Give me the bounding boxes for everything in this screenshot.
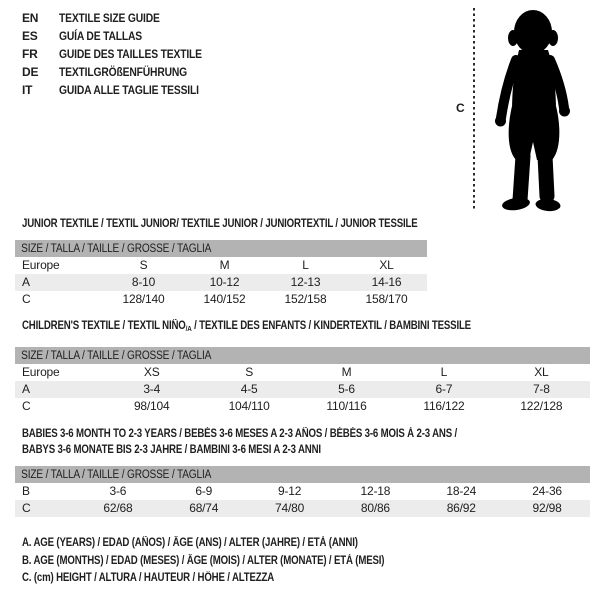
children-size-table xyxy=(15,347,590,415)
height-measure-label: C xyxy=(456,101,465,115)
table-row xyxy=(15,257,427,274)
size-cell: L xyxy=(302,258,309,272)
size-cell: 6-9 xyxy=(195,484,213,498)
language-code: DE xyxy=(22,65,39,79)
language-code: EN xyxy=(22,11,39,25)
size-cell: 68/74 xyxy=(189,501,219,515)
size-cell: 4-5 xyxy=(240,382,258,396)
size-cell: 86/92 xyxy=(446,501,476,515)
size-cell: S xyxy=(245,365,254,379)
size-cell: 110/116 xyxy=(326,399,367,413)
babies-size-table xyxy=(15,466,590,517)
size-cell: L xyxy=(440,365,448,379)
size-cell: 122/128 xyxy=(520,399,563,413)
size-cell: 140/152 xyxy=(203,292,246,306)
list-item xyxy=(22,63,225,81)
table-title-babies xyxy=(22,426,457,458)
size-cell: S xyxy=(139,258,148,272)
size-cell: 128/140 xyxy=(122,292,165,306)
list-item xyxy=(22,9,225,27)
table-row xyxy=(15,483,590,500)
size-header-text: SIZE / TALLA / TAILLE / GRÖSSE / TAGLIA xyxy=(21,350,212,362)
size-header-bar xyxy=(15,466,590,483)
list-item xyxy=(22,27,225,45)
size-cell: XS xyxy=(143,365,160,379)
size-header-text: SIZE / TALLA / TAILLE / GRÖSSE / TAGLIA xyxy=(21,469,212,481)
row-label: Europe xyxy=(22,258,60,272)
guide-title: GUIDA ALLE TAGLIE TESSILI xyxy=(59,83,199,97)
table-title-children xyxy=(22,318,471,337)
table-row xyxy=(15,500,590,517)
language-code: ES xyxy=(22,29,38,43)
size-cell: 80/86 xyxy=(360,501,390,515)
size-cell: 24-36 xyxy=(532,484,562,498)
guide-title: TEXTILE SIZE GUIDE xyxy=(59,11,160,25)
title-subscript: /A xyxy=(185,324,192,333)
size-cell: 74/80 xyxy=(275,501,305,515)
size-cell: 104/110 xyxy=(228,399,270,413)
size-cell: 12-13 xyxy=(290,275,321,289)
size-cell: 5-6 xyxy=(338,382,355,396)
size-cell: 92/98 xyxy=(532,501,562,515)
table-row xyxy=(15,291,427,308)
size-cell: M xyxy=(341,365,352,379)
size-cell: 7-8 xyxy=(532,382,550,396)
height-measure-dotted-line xyxy=(473,8,475,211)
title-line-2: BABYS 3-6 MONATE BIS 2-3 JAHRE / BAMBINI 3-6 MESI A 2-3 ANNI xyxy=(22,444,321,456)
size-cell: XL xyxy=(534,365,549,379)
size-cell: 10-12 xyxy=(209,275,240,289)
guide-title: GUÍA DE TALLAS xyxy=(59,29,143,43)
table-row xyxy=(15,381,590,398)
toddler-silhouette-icon xyxy=(486,6,582,214)
size-cell: 18-24 xyxy=(446,484,477,498)
table-row xyxy=(15,274,427,291)
size-cell: 116/122 xyxy=(423,399,465,413)
list-item xyxy=(22,45,225,63)
size-cell: 12-18 xyxy=(360,484,391,498)
size-cell: 6-7 xyxy=(435,382,453,396)
size-cell: 8-10 xyxy=(131,275,156,289)
row-label: C xyxy=(22,501,31,515)
row-label: C xyxy=(22,399,31,413)
size-header-bar xyxy=(15,240,427,257)
size-cell: 3-6 xyxy=(109,484,127,498)
size-header-bar xyxy=(15,347,590,364)
row-label: A xyxy=(22,382,30,396)
size-cell: 62/68 xyxy=(103,501,133,515)
junior-size-table xyxy=(15,240,427,308)
language-title-list xyxy=(22,9,225,99)
title-text: / TEXTILE DES ENFANTS / KINDERTEXTIL / BAMBINI TESSILE xyxy=(191,320,471,332)
language-code: FR xyxy=(22,47,38,61)
legend-notes xyxy=(22,535,453,588)
language-code: IT xyxy=(22,83,33,97)
size-cell: 98/104 xyxy=(133,399,170,413)
size-cell: 152/158 xyxy=(284,292,327,306)
title-text: CHILDREN'S TEXTILE / TEXTIL NIÑO xyxy=(22,320,186,332)
size-cell: M xyxy=(219,258,230,272)
row-label: Europe xyxy=(22,365,60,379)
size-cell: XL xyxy=(379,258,394,272)
table-row xyxy=(15,398,590,415)
row-label: B xyxy=(22,484,30,498)
guide-title: GUIDE DES TAILLES TEXTILE xyxy=(59,47,202,61)
size-cell: 3-4 xyxy=(143,382,161,396)
row-label: A xyxy=(22,275,30,289)
size-cell: 14-16 xyxy=(371,275,402,289)
title-line-1: BABIES 3-6 MONTH TO 2-3 YEARS / BEBÉS 3-6 MESES A 2-3 AÑOS / BÉBÉS 3-6 MOIS À 2-3 ANS / xyxy=(22,428,458,440)
legend-height-cm: C. (cm) HEIGHT / ALTURA / HAUTEUR / HÖHE / ALTEZZA xyxy=(22,572,275,584)
legend-age-months: B. AGE (MONTHS) / EDAD (MESES) / ÂGE (MOIS) / ALTER (MONATE) / ETÀ (MESI) xyxy=(22,554,385,567)
guide-title: TEXTILGRÖßENFÜHRUNG xyxy=(59,65,188,79)
size-cell: 9-12 xyxy=(277,484,302,498)
row-label: C xyxy=(22,292,31,306)
list-item xyxy=(22,81,225,99)
legend-age-years: A. AGE (YEARS) / EDAD (AÑOS) / ÂGE (ANS) / ALTER (JAHRE) / ETÀ (ANNI) xyxy=(22,537,358,549)
size-cell: 158/170 xyxy=(365,292,408,306)
table-title-junior: JUNIOR TEXTILE / TEXTIL JUNIOR/ TEXTILE JUNIOR / JUNIORTEXTIL / JUNIOR TESSILE xyxy=(22,218,418,230)
size-header-text: SIZE / TALLA / TAILLE / GRÖSSE / TAGLIA xyxy=(21,243,212,255)
table-row xyxy=(15,364,590,381)
